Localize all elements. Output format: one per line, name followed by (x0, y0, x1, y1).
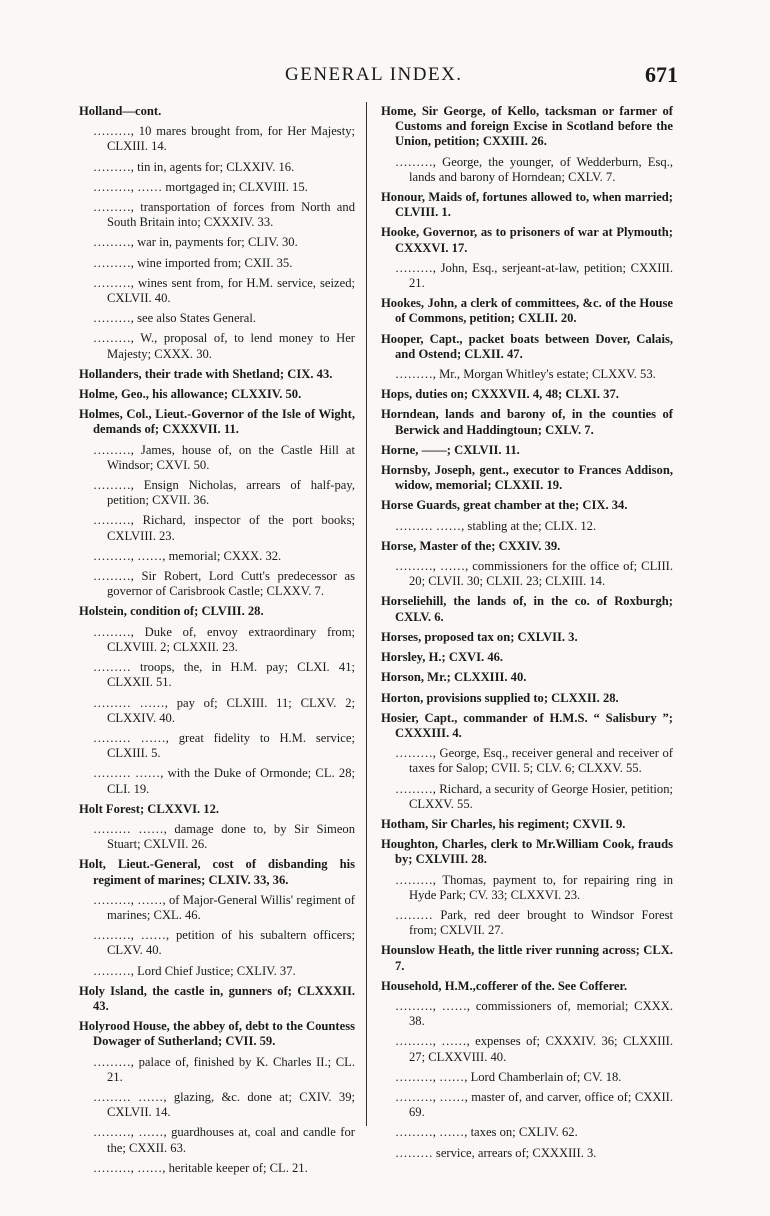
index-subentry: ……… troops, the, in H.M. pay; CLXI. 41; CLXXII. 51. (93, 660, 355, 690)
index-subentry: ………, wine imported from; CXII. 35. (93, 255, 293, 270)
index-subentry: ………, Lord Chief Justice; CXLIV. 37. (93, 963, 296, 978)
index-subentry: ……… ……, with the Duke of Ormonde; CL. 28; CLI. 19. (93, 766, 355, 796)
index-entry: Holmes, Col., Lieut.-Governor of the Isle of Wight, demands of; CXXXVII. 11. (79, 407, 355, 437)
page-number: 671 (645, 62, 678, 87)
index-subentry: ………, ……, expenses of; CXXXIV. 36; CLXXIII. 27; CLXXVIII. 40. (395, 1034, 673, 1064)
index-entry: Holyrood House, the abbey of, debt to the Countess Dowager of Sutherland; CVII. 59. (79, 1019, 355, 1049)
index-subentry: ………, George, the younger, of Wedderburn, Esq., lands and barony of Horndean; CXLV. 7. (395, 154, 673, 184)
index-entry: Hounslow Heath, the little river running across; CLX. 7. (381, 943, 673, 973)
index-subentry: ……… ……, pay of; CLXIII. 11; CLXV. 2; CLXXIV. 40. (93, 695, 355, 725)
index-subentry: ………, Mr., Morgan Whitley's estate; CLXXV. 53. (395, 367, 656, 382)
index-entry: Holt, Lieut.-General, cost of disbanding his regiment of marines; CLXIV. 33, 36. (79, 857, 355, 887)
index-entry: Hollanders, their trade with Shetland; CIX. 43. (79, 366, 333, 381)
index-entry: Hotham, Sir Charles, his regiment; CXVII. 9. (381, 816, 626, 831)
index-entry: Holme, Geo., his allowance; CLXXIV. 50. (79, 387, 302, 402)
index-subentry: ………, ……, taxes on; CXLIV. 62. (395, 1125, 578, 1140)
index-entry: Horsley, H.; CXVI. 46. (381, 650, 504, 665)
index-subentry: ………, ……, master of, and carver, office of; CXXII. 69. (395, 1089, 673, 1120)
index-subentry: ………, Richard, a security of George Hosier, petition; CLXXV. 55. (395, 781, 673, 811)
index-subentry: ………, George, Esq., receiver general and receiver of taxes for Salop; CVII. 5; CLV. 6; CLXXV. 55. (395, 746, 673, 776)
index-entry: Hookes, John, a clerk of committees, &c. of the House of Commons, petition; CXLII. 20. (381, 296, 673, 326)
index-subentry: ………, transportation of forces from North and South Britain into; CXXXIV. 33. (93, 200, 355, 230)
index-subentry: ………, see also States General. (93, 311, 256, 326)
index-subentry: ……… ……, great fidelity to H.M. service; CLXIII. 5. (93, 730, 355, 761)
index-subentry: ……… ……, damage done to, by Sir Simeon Stuart; CXLVII. 26. (93, 821, 355, 852)
page-header (80, 62, 678, 90)
index-subentry: ………, war in, payments for; CLIV. 30. (93, 235, 298, 250)
index-entry: Hops, duties on; CXXXVII. 4, 48; CLXI. 37. (381, 387, 619, 402)
index-subentry: ………, James, house of, on the Castle Hill at Windsor; CXVI. 50. (93, 442, 355, 472)
column-divider (366, 102, 367, 1126)
index-subentry: ………, John, Esq., serjeant-at-law, petition; CXXIII. 21. (395, 260, 673, 291)
index-subentry: ………, palace of, finished by K. Charles II.; CL. 21. (93, 1054, 355, 1084)
index-subentry: ………, Sir Robert, Lord Cutt's predecessor as governor of Carisbrook Castle; CLXXV. 7. (93, 569, 355, 599)
index-entry: Hornsby, Joseph, gent., executor to Frances Addison, widow, memorial; CLXXII. 19. (381, 463, 673, 493)
index-entry: Houghton, Charles, clerk to Mr.William Cook, frauds by; CXLVIII. 28. (381, 837, 673, 867)
index-entry: Horton, provisions supplied to; CLXXII. 28. (381, 690, 619, 705)
index-entry: Holy Island, the castle in, gunners of; CLXXXII. 43. (79, 983, 355, 1013)
index-entry: Hosier, Capt., commander of H.M.S. “ Salisbury ”; CXXXIII. 4. (381, 710, 673, 740)
running-title: GENERAL INDEX. (285, 64, 463, 85)
index-column-right (381, 104, 673, 1166)
index-subentry: ………, ……, memorial; CXXX. 32. (93, 548, 282, 563)
index-subentry: ………, 10 mares brought from, for Her Majesty; CLXIII. 14. (93, 124, 355, 154)
index-subentry: ……… ……, glazing, &c. done at; CXIV. 39; CXLVII. 14. (93, 1089, 355, 1120)
index-column-left (79, 104, 355, 1181)
index-entry: Horne, ——; CXLVII. 11. (381, 442, 520, 457)
index-entry: Horseliehill, the lands of, in the co. of Roxburgh; CXLV. 6. (381, 594, 673, 624)
index-entry: Hooke, Governor, as to prisoners of war at Plymouth; CXXXVI. 17. (381, 225, 673, 255)
index-subentry: ………, Duke of, envoy extraordinary from; CLXVIII. 2; CLXXII. 23. (93, 624, 355, 654)
index-subentry: ………, ……, of Major-General Willis' regiment of marines; CXL. 46. (93, 892, 355, 922)
index-entry: Horson, Mr.; CLXXIII. 40. (381, 670, 527, 685)
index-subentry: ………, ……, guardhouses at, coal and candle for the; CXXII. 63. (93, 1125, 355, 1155)
index-entry: Home, Sir George, of Kello, tacksman or farmer of Customs and foreign Excise in Scotland before the Union, petition; CXXIII. 26. (381, 104, 673, 149)
index-subentry: ……… Park, red deer brought to Windsor Forest from; CXLVII. 27. (395, 907, 673, 938)
index-entry: Holt Forest; CLXXVI. 12. (79, 801, 220, 816)
index-subentry: ………, Richard, inspector of the port books; CXLVIII. 23. (93, 513, 355, 543)
index-subentry: ……… service, arrears of; CXXXIII. 3. (395, 1145, 597, 1160)
index-entry: Horses, proposed tax on; CXLVII. 3. (381, 629, 578, 644)
index-entry: Household, H.M.,cofferer of the. See Cofferer. (381, 978, 628, 993)
index-entry: Hooper, Capt., packet boats between Dover, Calais, and Ostend; CLXII. 47. (381, 331, 673, 361)
index-subentry: ………, ……, commissioners for the office of; CLIII. 20; CLVII. 30; CLXII. 23; CLXIII. 14. (395, 559, 673, 589)
index-entry: Horse Guards, great chamber at the; CIX. 34. (381, 498, 628, 513)
index-entry: Horse, Master of the; CXXIV. 39. (381, 538, 561, 553)
section-heading: Holland—cont. (79, 104, 162, 118)
index-entry: Horndean, lands and barony of, in the counties of Berwick and Haddingtoun; CXLV. 7. (381, 407, 673, 437)
index-entry: Honour, Maids of, fortunes allowed to, when married; CLVIII. 1. (381, 190, 673, 220)
index-subentry: ………, ……, petition of his subaltern officers; CLXV. 40. (93, 928, 355, 958)
index-subentry: ……… ……, stabling at the; CLIX. 12. (395, 518, 597, 533)
index-subentry: ………, Ensign Nicholas, arrears of half-pay, petition; CXVII. 36. (93, 478, 355, 508)
index-subentry: ………, tin in, agents for; CLXXIV. 16. (93, 159, 295, 174)
index-subentry: ………, ……, commissioners of, memorial; CXXX. 38. (395, 998, 673, 1029)
index-subentry: ………, W., proposal of, to lend money to Her Majesty; CXXX. 30. (93, 331, 355, 361)
index-subentry: ………, …… mortgaged in; CLXVIII. 15. (93, 179, 308, 194)
index-subentry: ………, ……, Lord Chamberlain of; CV. 18. (395, 1069, 622, 1084)
index-entry: Holstein, condition of; CLVIII. 28. (79, 604, 264, 619)
index-subentry: ………, ……, heritable keeper of; CL. 21. (93, 1160, 308, 1175)
index-subentry: ………, wines sent from, for H.M. service, seized; CXLVII. 40. (93, 275, 355, 306)
index-subentry: ………, Thomas, payment to, for repairing ring in Hyde Park; CV. 33; CLXXVI. 23. (395, 872, 673, 902)
